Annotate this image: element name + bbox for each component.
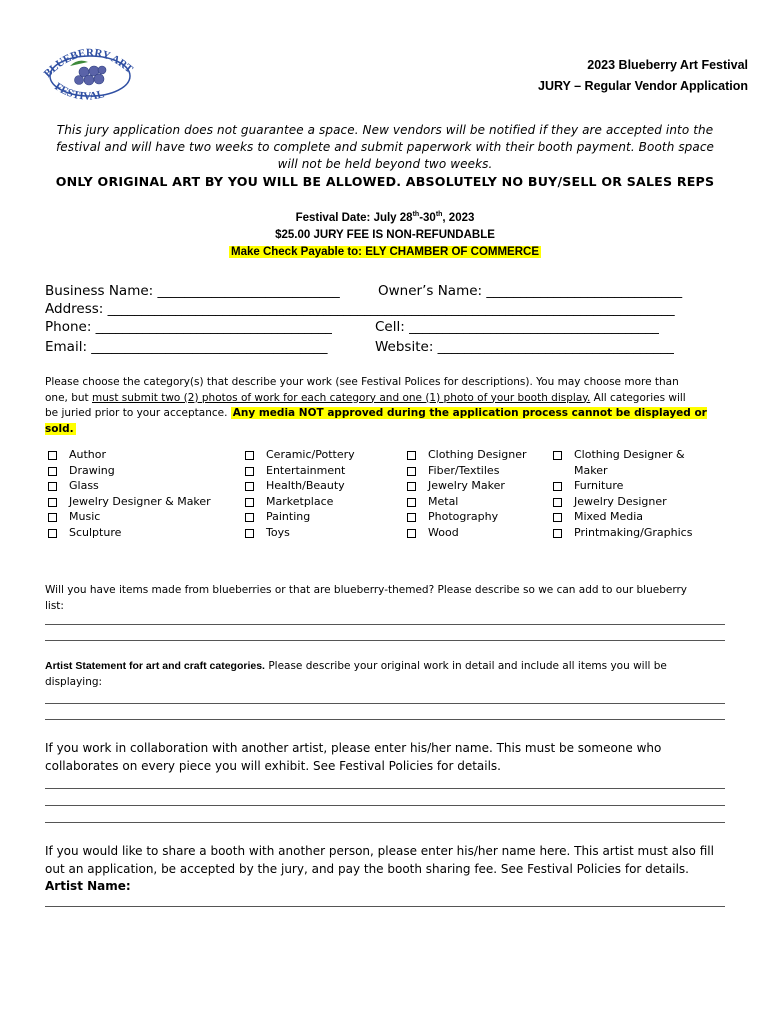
category-label: Jewelry Maker [428, 479, 505, 492]
checkbox-icon[interactable] [407, 451, 416, 460]
checkbox-icon[interactable] [245, 482, 254, 491]
category-item-continuation [553, 463, 692, 479]
collaboration-answer-line[interactable] [45, 822, 725, 823]
category-label: Sculpture [69, 525, 122, 539]
category-item[interactable] [48, 447, 211, 463]
category-label: Marketplace [266, 494, 334, 508]
checkbox-icon[interactable] [48, 467, 57, 476]
collaboration-prompt [45, 740, 730, 775]
category-item[interactable] [553, 525, 692, 541]
blueberry-answer-line[interactable] [45, 624, 725, 625]
form-title: 2023 Blueberry Art Festival [587, 58, 748, 72]
instruction-text: All categories will [590, 391, 686, 404]
intro-paragraph [30, 122, 740, 173]
category-label: Music [69, 510, 101, 523]
category-item[interactable] [245, 478, 355, 494]
category-column-3 [407, 447, 527, 540]
business-name-field[interactable]: Business Name: ___________________________ [45, 283, 340, 299]
jury-fee: $25.00 JURY FEE IS NON-REFUNDABLE [275, 229, 495, 241]
category-item[interactable] [48, 478, 211, 494]
category-item[interactable] [407, 494, 527, 510]
checkbox-icon[interactable] [407, 513, 416, 522]
category-item[interactable] [245, 463, 355, 479]
checkbox-icon[interactable] [553, 529, 562, 538]
category-item[interactable] [245, 447, 355, 463]
category-item[interactable] [407, 525, 527, 541]
collaboration-answer-line[interactable] [45, 805, 725, 806]
category-item[interactable] [48, 509, 211, 525]
date-text: -30 [419, 211, 436, 224]
category-column-2 [245, 447, 355, 540]
category-label: Toys [266, 525, 290, 539]
statement-text: displaying: [45, 675, 103, 688]
email-field[interactable]: Email: ___________________________________ [45, 339, 328, 355]
category-label: Painting [266, 510, 311, 523]
category-label: Photography [428, 510, 499, 523]
category-column-4 [553, 447, 692, 540]
checkbox-icon[interactable] [407, 529, 416, 538]
category-label: Entertainment [266, 463, 346, 477]
question-line: list: [45, 599, 64, 612]
category-item[interactable] [407, 447, 527, 463]
form-subtitle: JURY – Regular Vendor Application [538, 79, 748, 93]
checkbox-icon[interactable] [553, 451, 562, 460]
checkbox-icon[interactable] [407, 498, 416, 507]
category-label: Wood [428, 525, 459, 539]
checkbox-icon[interactable] [407, 482, 416, 491]
category-item[interactable] [245, 494, 355, 510]
category-item[interactable] [407, 463, 527, 479]
festival-logo [40, 44, 136, 106]
category-label: Health/Beauty [266, 479, 345, 492]
booth-share-line: If you would like to share a booth with another person, please enter his/her name here. This artist must also fill [45, 844, 714, 858]
category-label: Furniture [574, 479, 624, 492]
artist-name-line[interactable] [45, 906, 725, 907]
collaboration-line: collaborates on every piece you will exhibit. See Festival Policies for details. [45, 758, 501, 773]
checkbox-icon[interactable] [245, 451, 254, 460]
blueberry-logo-icon [40, 44, 136, 106]
booth-share-line: out an application, be accepted by the jury, and pay the booth sharing fee. See Festival Policies for details. [45, 861, 689, 876]
date-text: , 2023 [442, 211, 475, 224]
checkbox-icon[interactable] [48, 498, 57, 507]
category-instructions [45, 375, 730, 437]
statement-heading: Artist Statement for art and craft categories. [45, 660, 265, 672]
category-label: Metal [428, 494, 459, 508]
intro-line: will not be held beyond two weeks. [277, 157, 493, 171]
statement-answer-line[interactable] [45, 703, 725, 704]
address-field[interactable]: Address: ____________________________________________________________________________________ [45, 301, 675, 317]
statement-text: Please describe your original work in detail and include all items you will be [264, 660, 667, 672]
checkbox-icon[interactable] [48, 529, 57, 538]
category-item[interactable] [245, 525, 355, 541]
phone-field[interactable]: Phone: ___________________________________ [45, 319, 332, 335]
checkbox-icon[interactable] [553, 513, 562, 522]
category-label: Drawing [69, 463, 115, 477]
collaboration-line: If you work in collaboration with another artist, please enter his/her name. This must be someone who [45, 741, 662, 755]
artist-statement-prompt [45, 659, 730, 690]
instruction-text: one, but [45, 391, 92, 404]
statement-answer-line[interactable] [45, 719, 725, 720]
photo-requirement: must submit two (2) photos of work for each category and one (1) photo of your booth display. [92, 391, 591, 404]
category-item[interactable] [553, 509, 692, 525]
logo-arc-bottom-text: FESTIVAL [52, 80, 106, 103]
payable-note [30, 246, 740, 258]
category-label: Jewelry Designer [574, 494, 667, 508]
checkbox-icon[interactable] [407, 467, 416, 476]
category-item[interactable] [553, 478, 692, 494]
category-item[interactable] [48, 463, 211, 479]
owner-name-field[interactable]: Owner’s Name: _____________________________ [378, 283, 683, 299]
spacer [553, 467, 562, 476]
category-item[interactable] [407, 509, 527, 525]
logo-arc-top-text: BLUEBERRY ART [41, 46, 136, 80]
question-line: Will you have items made from blueberries or that are blueberry-themed? Please describe so we can add to our blueberry [45, 584, 687, 596]
category-label: Maker [574, 463, 608, 477]
intro-line: festival and will have two weeks to complete and submit paperwork with their booth payment. Booth space [55, 140, 715, 154]
checkbox-icon[interactable] [553, 498, 562, 507]
collaboration-answer-line[interactable] [45, 788, 725, 789]
category-item[interactable] [245, 509, 355, 525]
checkbox-icon[interactable] [245, 467, 254, 476]
cell-field[interactable]: Cell: _____________________________________ [375, 319, 659, 335]
date-sup: th [435, 211, 443, 218]
intro-line: This jury application does not guarantee a space. New vendors will be notified if they are accepted into the [56, 123, 714, 137]
category-label: Author [69, 448, 107, 461]
category-label: Jewelry Designer & Maker [69, 494, 211, 508]
website-field[interactable]: Website: ___________________________________ [375, 339, 674, 355]
instruction-text: be juried prior to your acceptance. [45, 407, 231, 420]
category-item[interactable] [553, 494, 692, 510]
checkbox-icon[interactable] [48, 451, 57, 460]
checkbox-icon[interactable] [245, 529, 254, 538]
payable-highlight: Make Check Payable to: ELY CHAMBER OF COMMERCE [230, 246, 539, 258]
media-warning: Any media NOT approved during the application process cannot be displayed or sold. [45, 407, 707, 435]
checkbox-icon[interactable] [553, 482, 562, 491]
category-column-1 [48, 447, 211, 540]
date-text: Festival Date: July 28 [295, 211, 413, 224]
category-label: Clothing Designer & [574, 448, 685, 461]
category-label: Clothing Designer [428, 448, 527, 461]
category-item[interactable] [48, 494, 211, 510]
blueberry-answer-line[interactable] [45, 640, 725, 641]
checkbox-icon[interactable] [48, 482, 57, 491]
category-label: Printmaking/Graphics [574, 525, 693, 539]
blueberry-question [45, 583, 730, 614]
category-label: Fiber/Textiles [428, 463, 500, 477]
instruction-line: Please choose the category(s) that describe your work (see Festival Polices for descriptions). You may choose more than [45, 376, 679, 388]
checkbox-icon[interactable] [245, 498, 254, 507]
original-art-notice: ONLY ORIGINAL ART BY YOU WILL BE ALLOWED. ABSOLUTELY NO BUY/SELL OR SALES REPS [55, 174, 715, 189]
artist-name-label: Artist Name: [45, 879, 131, 893]
date-sup: th [412, 211, 420, 218]
festival-date [30, 211, 740, 224]
category-item[interactable] [407, 478, 527, 494]
category-item[interactable] [48, 525, 211, 541]
category-label: Ceramic/Pottery [266, 448, 355, 461]
checkbox-icon[interactable] [245, 513, 254, 522]
category-label: Glass [69, 479, 99, 492]
booth-share-prompt [45, 843, 730, 896]
category-item[interactable] [553, 447, 692, 463]
category-label: Mixed Media [574, 510, 644, 523]
checkbox-icon[interactable] [48, 513, 57, 522]
